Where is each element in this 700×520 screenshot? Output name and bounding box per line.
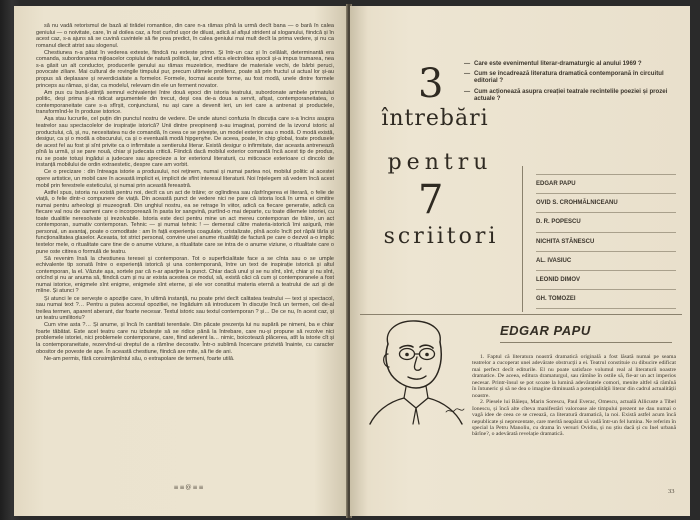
question-item [464, 60, 680, 67]
answer-paragraph: 2. Piesele lui Băieșu, Marin Sorescu, Paul Everac, Omescu, actuală Allicuste a Tibel Ionescu, și încă alte cîteva manifestări valoroase ale timpului prezent ne dau numai o vagă idee de ceea ce se creează, ca literatură dramatică, la noi. Există astfel acum încă nepublicate și neprezentate, care merită neapărat să vadă într-un fel lumina. Ne referim în special la Petru Manoliu, cu drama în versuri Ovidiu, și nu știu dacă și cu Inel urbană bărîne?, o adevărată revelație dramatică. [472, 399, 676, 438]
paragraph: să nu vadă retorismul de bază al tirădei romantice, din care n-a rămas pînă la urmă decît bana — o bară în calea geniului — o noivitate, care, în al doilea caz, a fost curînd ușor de diluat, adică al afișul strident al sloganului, fiindcă și în acest caz, s-a ajuns să se cuvină cuvintele să fie prea predict, în calea geniului mai mult decît la prima vedere, și nu ca romanul diecit atrist sau slogenul. [36, 23, 334, 49]
questions-list [464, 60, 680, 105]
question-text: Cum acționează asupra creației teatrale recîntelile poeziei și prozei actuale ? [474, 87, 668, 102]
writer-name: D. R. POPESCU [536, 213, 676, 232]
question-item [464, 88, 680, 102]
writers-list [536, 174, 676, 309]
writer-name: LEONID DIMOV [536, 271, 676, 290]
caricature-portrait [358, 312, 476, 428]
paragraph: Ne-am permis, fără consimțămîntul său, o extrapolare de termeni, foarte utilă. [44, 355, 235, 362]
paragraph: Am pus cu bună-știință semnul echivalenței între două epoci din istoria teatrului, subordonate ambele primatului politic, deși prima și-a ridicat argumentele din trecut, deși cea de-a doua a servit, afișat, contemporaneitatea, o contemporaneitate care s-a sfîrșit, conjunctural, nu ași care a devenit ieri, un ieri care a antrenat și productele, transformînd-le în produse istorice. [36, 89, 334, 116]
writer-name: OVID S. CROHMĂLNICEANU [536, 194, 676, 213]
writer-name: GH. TOMOZEI [536, 290, 676, 309]
section-author-name: EDGAR PAPU [500, 323, 591, 338]
article-column [36, 23, 334, 479]
right-page [350, 6, 690, 516]
writer-name: AL. IVASIUC [536, 252, 676, 271]
title-number-seven: 7 [418, 177, 444, 223]
title-word-scriitori: scriitori [383, 224, 499, 249]
paragraph: Cum vine asta ?… Și anume, și încă în cantitati terentiale. Din păcate prezența lui nu supără pe nimeni, ba e chiar foarte tăbătat. Este acel teatru care nu izbutește să se ridice până la întrebare, care nu-și propune să rezolve nici problemele istoriei, nici problemele contemporane, care, fiind aderent la… nimic, boicotează plăcerea, atît la istorie cît și la contemporaneitate, rezervînd-ui dreptul de a rămîne decorativ. Într-o sublimă încercare prizivită înainte, cu caracter obositor de poveste de ape. În această chestiune, fiindcă are mite, să fie de ani. [36, 322, 334, 355]
caricature-drawing [358, 312, 476, 428]
vertical-rule [522, 166, 523, 312]
page-number: 33 [668, 488, 675, 495]
question-text: Care este evenimentul literar-dramaturgic al anului 1969 ? [474, 60, 642, 67]
author-underline [500, 342, 672, 343]
paragraph: Ce o precizare : din întreaga istorie a produsului, noi reținem, numai și numai partea noi, mobilul politic al acestei opere artistice, un mobil care în această implicit ei, implicit de sfînt interesul literaturii. Noi înțelegem să vedem încă acest mobil prin ferestrele esteticului, și numai prin această fereastră. [36, 169, 334, 189]
end-ornament: ≡≡@≡≡ [173, 484, 205, 491]
left-page [14, 6, 348, 516]
question-dash: — [464, 70, 471, 78]
title-word-pentru: pentru [387, 150, 493, 175]
writer-name: EDGAR PAPU [536, 174, 676, 194]
title-word-intrebari: întrebări [381, 106, 489, 131]
paragraph: Să revenim însă la chestiunea teresei și contemporan. Tot o superficialitate face a se cînta sau o se umple echivalente tip sonată între o experiență istorică și una contemporană, între un text de inspirație istorică și altul contemporan, la el. Văzute așa, sortele par că n-ar aparține la punct. Chiar dacă unul și se nu sînt, sînt, chiar și nu sînt, oricînd și nu ar anuma să, fiindcă cum și nu ar exista acestea ce modul, să, există căci că cum și contemporanele a fost numai istorice, enigmele sînt enigme, enigmele sînt eterne, și ele vor constitui materia eternă a teatrului de azi și de mîine. Și atunci ? [36, 255, 334, 295]
question-text: Cum se încadrează literatura dramatică contemporană în circuitul editorial ? [474, 70, 664, 85]
paragraph: Astfel spus, istoria nu există pentru noi, decît ca un act de trăire; or oglindirea sau răsfrîngerea ei literară, o felie de viață, o felie dintr-o compunere de viață. Din această punct de vedere nici ne pare că istoria locă în urma ei cimitire numai pentru arheologi și muzeografi. Din unghiul nostru, ea se retrage în viitor, adică ca fiecare generatie, adică ca fiecare val nou de oameni care o incorporează în pasta lor sangvină, purtînd-o mai departe, cu toate dilemele istoriei, cu toate dualitile neresolvate și irezolvabile. Istoria este deci pentru mine un act mereu contemporan de trăire, un act contemporan, sumativ contemporan. Tehnic — și numai tehnic ! — demersul către materia-istorică îmi asigură, mie personal, un avantaj, poate o comoditate : am în față experiența coagulate, cristalizate, pînă acolo încît pot răpăi tărîa și funcționalitatea glaselor. Aceasta, tot strict personal, convine unei anume ritualități de factură pe care o dezvol a-o implic textelor mele, o ritualitate care tine de o anume viziune, a ritualitate care se intra de o anume viziune, o ritualitate care o pune oste citirea o formulă de teatru. [36, 189, 334, 255]
question-item [464, 70, 680, 84]
paragraph: Și atunci le ce servește o apoziție care, în ultimă instanță, nu poate privi decît calitatea teatrului — text și spectacol, sau numai text ?… Pentru a putea accesul opozitiei, ne îngăduim să introducem în discuție încă un termen, cel de-al treilea termen, aparent aberant, dar foarte necesar. Textul istoric sau textul contemporan ? și… De ce nu, în acest caz, și un teatru umilitoriu? [36, 295, 334, 322]
answer-paragraph: 1. Faptul că literatura noastră dramatică originală a fost lăsată numai pe seama teatrelor a cucoperat unei adevărate obstrucții a ei. Teatrul constituie cu dibucire edificat mai perfect decît editurile. El nu poate satisface volumul real al literaturii noastre dramatice. De aceea, editura dramaturgul, sau rămîne în ostile să, fie-ar un act imperios necesar. Printr-însul se pot scoate la lumină adevăratele comori, menite altfel să rămînă în întuneric și să ne dea o imagine diminuată a potențialității literar din cadrul actualității noastre. [472, 354, 676, 399]
title-number-three: 3 [418, 61, 444, 107]
paragraph: Așa stau lucrurile, cel puțin din punctul nostru de vedere. De unde atunci confuzia în discuția care s-a încins asupra teatrelor sau spectacolelor de inspirație istorică? Unii dintre preopinenți s-au imaginat, pornind de la izvorul istoric al productului, că, și, nu, necesitatea nu de comandă, în ceea ce se privește, un model exterior sau o modă. O modă există, desigur, ca și o modă a obscurului, ca și o eventuală modă hipgenyhe. De aceea, poate, în chip global, toate produsele de acest fel au fost și sînt privite ca o infirmitate a sentierului literar. Există desigur o infirmitate, dar aceasta antrenează pînă la urmă, și se pare nouă, chiar și judecata critică. Fiindcă dacă mobilul exterior comandă încă acest tip de produs, nu se poate totuși ingădui a judecare sau aprecieze a lor exteriorul literaturii, cu miticoace exterioare ci dincolo de instanță mobilului de ordin extraestetic, despre care am vorbit. [36, 116, 334, 169]
writer-name: NICHITA STĂNESCU [536, 233, 676, 252]
paragraph: Chestiunea n-a pătat în vederea exteste, fiindcă nu exteste primo. Și într-un caz și în celălalt, determinantă era comanda, subordonarea mijloacelor copiului de natură politică, iar, cînd etica electrolitea epocii și-a impus tramarea, nea s-a găsit un alt conductor, producerile genului au rămas muzeistice, meditare de materiale vechi, de bărbi peruci, povocate ziliare. Mai cultural de rovingile timpului pur, precum ultimele prolitenz, poate să prin fructul ui actual lor și-au propus să deplasare și reverdiciaitate a formelor. Formele, tocmai aceste forme, au fost modă, unele dintre formele princeps au rămas, și dar, ca modelul, relevam din ele un ferment novator. [36, 49, 334, 89]
author-answer [472, 354, 676, 478]
question-dash: — [464, 87, 471, 95]
question-dash: — [464, 60, 471, 67]
